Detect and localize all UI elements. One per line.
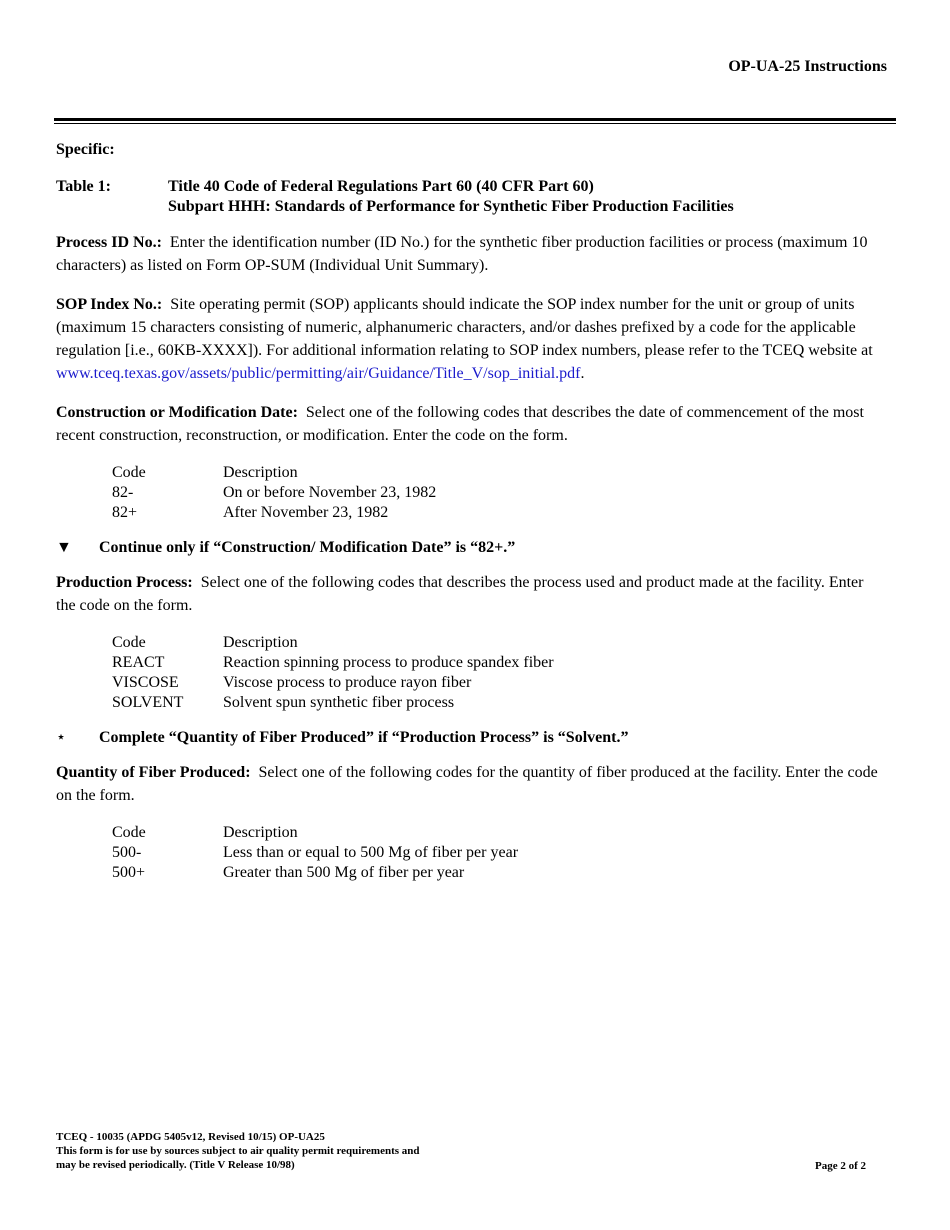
table-title-line2: Subpart HHH: Standards of Performance for Synthetic Fiber Production Facilities (168, 198, 734, 215)
header-divider (54, 118, 896, 124)
code-row (112, 653, 884, 673)
quantity-code-table (112, 823, 884, 883)
code-value: 500- (112, 844, 142, 861)
code-description: Greater than 500 Mg of fiber per year (223, 864, 465, 881)
table-title (168, 177, 734, 217)
code-value: 82- (112, 484, 134, 501)
code-description: After November 23, 1982 (223, 504, 389, 521)
sop-index-label: SOP Index No.: (56, 296, 163, 313)
code-value: 500+ (112, 864, 146, 881)
footer-usage-note: This form is for use by sources subject to air quality permit requirements and (56, 1145, 420, 1157)
page-header-title: OP-UA-25 Instructions (728, 58, 887, 75)
footer-form-number: TCEQ - 10035 (APDG 5405v12, Revised 10/15) OP-UA25 (56, 1131, 325, 1143)
code-table-header (112, 463, 884, 483)
code-column-header: Code (112, 824, 146, 841)
quantity-text: Select one of the following codes for the quantity of fiber produced at the facility. Enter the code on the form. (56, 764, 878, 804)
document-body (56, 138, 884, 897)
footer-revision-note: may be revised periodically. (Title V Release 10/98) (56, 1159, 295, 1171)
code-row (112, 693, 884, 713)
construction-label: Construction or Modification Date: (56, 404, 298, 421)
code-column-header: Code (112, 464, 146, 481)
code-description: Reaction spinning process to produce spandex fiber (223, 654, 554, 671)
code-column-header: Code (112, 634, 146, 651)
production-paragraph (56, 571, 884, 617)
construction-text: Select one of the following codes that describes the date of commencement of the most recent construction, reconstruction, or modification. Enter the code on the form. (56, 404, 864, 444)
code-table-header (112, 823, 884, 843)
code-row (112, 863, 884, 883)
code-row (112, 673, 884, 693)
code-value: VISCOSE (112, 674, 179, 691)
form-footer (56, 1130, 866, 1172)
table-title-line1: Title 40 Code of Federal Regulations Part 60 (40 CFR Part 60) (168, 178, 594, 195)
continue-condition-text: Continue only if “Construction/ Modification Date” is “82+.” (99, 539, 516, 556)
process-id-paragraph (56, 231, 884, 277)
code-table-header (112, 633, 884, 653)
production-label: Production Process: (56, 574, 193, 591)
complete-condition (56, 727, 884, 749)
code-value: 82+ (112, 504, 138, 521)
star-icon: ⋆ (56, 729, 67, 746)
code-description: Solvent spun synthetic fiber process (223, 694, 455, 711)
continue-condition (56, 537, 884, 559)
triangle-down-icon: ▼ (56, 539, 72, 556)
code-row (112, 843, 884, 863)
production-code-table (112, 633, 884, 713)
description-column-header: Description (223, 634, 298, 651)
production-text: Select one of the following codes that describes the process used and product made at the facility. Enter the code on the form. (56, 574, 864, 614)
process-id-text: Enter the identification number (ID No.) for the synthetic fiber production facilities or process (maximum 10 characters) as listed on Form OP-SUM (Individual Unit Summary). (56, 234, 868, 274)
code-value: REACT (112, 654, 165, 671)
description-column-header: Description (223, 464, 298, 481)
complete-condition-text: Complete “Quantity of Fiber Produced” if “Production Process” is “Solvent.” (99, 729, 629, 746)
quantity-label: Quantity of Fiber Produced: (56, 764, 251, 781)
code-description: On or before November 23, 1982 (223, 484, 437, 501)
specific-heading: Specific: (56, 141, 115, 158)
code-description: Less than or equal to 500 Mg of fiber per year (223, 844, 519, 861)
construction-paragraph (56, 401, 884, 447)
sop-guidance-link[interactable]: www.tceq.texas.gov/assets/public/permitting/air/Guidance/Title_V/sop_initial.pdf (56, 365, 581, 382)
table-heading (56, 177, 884, 217)
sop-index-end: . (580, 365, 585, 382)
code-row (112, 503, 884, 523)
description-column-header: Description (223, 824, 298, 841)
construction-code-table (112, 463, 884, 523)
sop-index-paragraph (56, 293, 884, 385)
code-description: Viscose process to produce rayon fiber (223, 674, 472, 691)
process-id-label: Process ID No.: (56, 234, 162, 251)
code-value: SOLVENT (112, 694, 184, 711)
sop-index-text: Site operating permit (SOP) applicants should indicate the SOP index number for the unit or group of units (maximum 15 characters consisting of numeric, alphanumeric characters, and/or dashes prefixed by a code for the applicable regulation [i.e., 60KB-XXXX]). For additional information relating to SOP index numbers, please refer to the TCEQ website at (56, 296, 873, 359)
page-number: Page 2 of 2 (814, 1160, 866, 1172)
table-label: Table 1: (56, 178, 111, 195)
code-row (112, 483, 884, 503)
quantity-paragraph (56, 761, 884, 807)
